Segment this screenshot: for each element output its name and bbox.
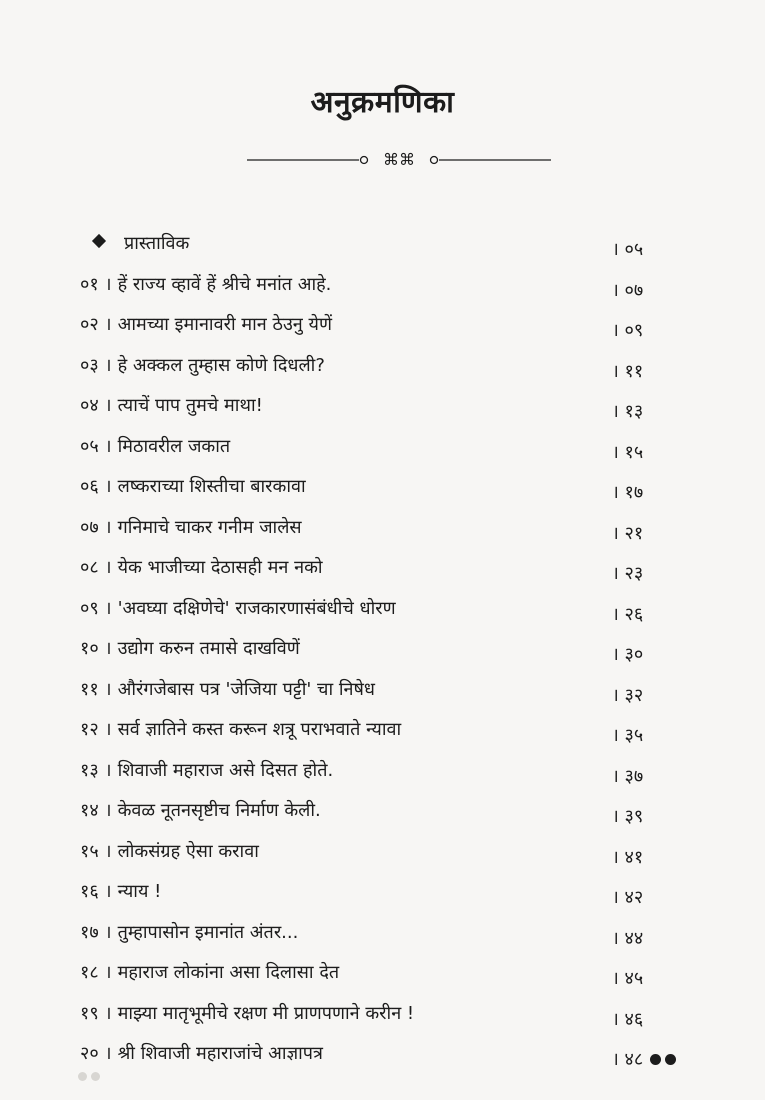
- toc-page-number: । ३७: [612, 765, 644, 787]
- toc-page-number: । १७: [612, 482, 644, 503]
- toc-entry-number: १२: [80, 719, 99, 740]
- toc-entry-number: ०८: [80, 557, 99, 578]
- toc-entry-title: [80, 595, 396, 623]
- toc-entry-title: [80, 1000, 414, 1028]
- toc-entry-text: लोकसंग्रह ऐसा करावा: [117, 840, 259, 862]
- toc-entry-text: माझ्या मातृभूमीचे रक्षण मी प्राणपणाने करीन !: [117, 1002, 415, 1024]
- toc-entry-title: [80, 352, 325, 380]
- toc-page-number: । ४२: [612, 887, 644, 908]
- toc-entry: [80, 757, 690, 798]
- toc-page-number: । ३०: [612, 644, 644, 665]
- faint-dot: [91, 1072, 100, 1081]
- toc-page-number: । ११: [612, 360, 644, 382]
- toc-entry: [80, 635, 690, 676]
- toc-entry-title: [80, 1040, 323, 1068]
- toc-entry: [80, 919, 690, 960]
- toc-entry-number: १६: [80, 881, 99, 902]
- toc-entry: [80, 1040, 690, 1081]
- toc-entry-text: हे अक्कल तुम्हास कोणे दिधली?: [117, 354, 325, 376]
- toc-page-number: । ०९: [612, 320, 644, 341]
- toc-entry-title: [80, 230, 189, 258]
- toc-separator: ।: [104, 314, 112, 335]
- diamond-bullet-icon: [92, 234, 106, 248]
- toc-separator: ।: [104, 678, 112, 700]
- toc-separator: ।: [104, 962, 112, 983]
- toc-separator: ।: [104, 597, 112, 619]
- toc-page-number: । १५: [612, 441, 644, 463]
- toc-separator: ।: [104, 516, 112, 538]
- toc-entry: [80, 473, 690, 514]
- toc-entry-number: ११: [80, 678, 99, 700]
- toc-page-number: । १३: [612, 401, 644, 422]
- page-footer-ornament: [650, 1050, 680, 1069]
- table-of-contents: [80, 230, 690, 1081]
- toc-entry-number: १७: [80, 921, 99, 943]
- toc-entry: [80, 838, 690, 879]
- toc-entry-text: औरंगजेबास पत्र 'जेजिया पट्टी' चा निषेध: [117, 678, 375, 700]
- toc-separator: ।: [104, 1002, 112, 1024]
- toc-page-number: । ०५: [612, 239, 644, 260]
- toc-entry-title: [80, 635, 300, 663]
- toc-entry-number: १८: [80, 962, 99, 983]
- toc-entry-text: गनिमाचे चाकर गनीम जालेस: [117, 516, 302, 538]
- toc-entry-title: [80, 959, 339, 987]
- toc-entry-number: २०: [80, 1043, 99, 1064]
- svg-text:⌘⌘: ⌘⌘: [383, 150, 415, 169]
- toc-entry-text: येक भाजीच्या देठासही मन नको: [117, 557, 323, 578]
- toc-separator: ।: [104, 719, 112, 740]
- toc-separator: ।: [104, 921, 112, 943]
- toc-entry: [80, 311, 690, 352]
- toc-entry-number: १३: [80, 759, 99, 781]
- toc-entry-text: आमच्या इमानावरी मान ठेउनु येणें: [117, 314, 332, 335]
- toc-entry-title: [80, 716, 401, 744]
- toc-entry: [80, 554, 690, 595]
- toc-entry: [80, 959, 690, 1000]
- toc-entry: [80, 230, 690, 271]
- toc-entry-number: ०९: [80, 597, 99, 619]
- faint-page-marks: [78, 1066, 104, 1085]
- toc-entry-title: [80, 554, 323, 582]
- toc-entry-number: ०६: [80, 476, 99, 497]
- toc-entry-title: [80, 797, 321, 825]
- faint-dot: [78, 1072, 87, 1081]
- toc-separator: ।: [104, 638, 112, 659]
- toc-entry: [80, 514, 690, 555]
- footer-dot: [665, 1054, 676, 1065]
- toc-entry-text: सर्व ज्ञातिने कस्त करून शत्रू पराभवाते न्यावा: [117, 719, 402, 740]
- toc-entry-title: [80, 919, 298, 947]
- toc-entry-title: [80, 514, 302, 542]
- toc-entry: [80, 392, 690, 433]
- toc-entry-text: तुम्हापासोन इमानांत अंतर...: [117, 921, 299, 943]
- toc-entry: [80, 433, 690, 474]
- toc-entry: [80, 878, 690, 919]
- toc-entry-text: मिठावरील जकात: [117, 435, 231, 457]
- toc-page-number: । ३९: [612, 806, 644, 827]
- footer-dot: [650, 1054, 661, 1065]
- toc-entry-title: [80, 392, 263, 420]
- toc-page-number: । ३५: [612, 725, 644, 746]
- toc-entry: [80, 595, 690, 636]
- toc-entry: [80, 352, 690, 393]
- toc-separator: ।: [104, 881, 112, 902]
- toc-entry-number: ०२: [80, 314, 99, 335]
- toc-entry-title: [80, 838, 259, 866]
- toc-entry-number: १०: [80, 638, 99, 659]
- toc-separator: ।: [104, 476, 112, 497]
- toc-entry-title: [80, 878, 161, 906]
- toc-page-number: । ४४: [612, 927, 644, 949]
- toc-page-number: । ४८: [612, 1049, 644, 1070]
- title-ornament: [247, 150, 551, 170]
- toc-page-number: । २३: [612, 563, 644, 584]
- toc-separator: ।: [104, 800, 112, 821]
- toc-separator: ।: [104, 1043, 112, 1064]
- toc-entry-text: न्याय !: [117, 881, 162, 902]
- toc-entry-title: [80, 676, 375, 704]
- toc-entry-text: त्याचें पाप तुमचे माथा!: [117, 395, 263, 416]
- toc-entry-text: उद्योग करुन तमासे दाखविणें: [117, 638, 300, 659]
- toc-entry-number: १९: [80, 1002, 99, 1024]
- toc-separator: ।: [104, 354, 112, 376]
- toc-entry-title: [80, 473, 306, 501]
- toc-entry-title: [80, 311, 332, 339]
- toc-page-number: । २१: [612, 522, 644, 544]
- toc-entry-text: श्री शिवाजी महाराजांचे आज्ञापत्र: [117, 1043, 323, 1064]
- toc-entry-text: लष्कराच्या शिस्तीचा बारकावा: [117, 476, 306, 497]
- toc-separator: ।: [104, 273, 112, 295]
- toc-entry-number: ०५: [80, 435, 99, 457]
- toc-entry-number: १५: [80, 840, 99, 862]
- toc-separator: ।: [104, 759, 112, 781]
- toc-entry-number: ०३: [80, 354, 99, 376]
- toc-entry: [80, 271, 690, 312]
- toc-entry-title: [80, 271, 331, 299]
- toc-page-number: । ३२: [612, 684, 644, 706]
- toc-separator: ।: [104, 435, 112, 457]
- toc-entry-text: हें राज्य व्हावें हें श्रीचे मनांत आहे.: [117, 273, 332, 295]
- toc-entry-text: महाराज लोकांना असा दिलासा देत: [117, 962, 340, 983]
- toc-page-number: । ४५: [612, 968, 644, 989]
- toc-separator: ।: [104, 840, 112, 862]
- toc-entry: [80, 797, 690, 838]
- toc-separator: ।: [104, 557, 112, 578]
- toc-entry-text: केवळ नूतनसृष्टीच निर्माण केली.: [117, 800, 321, 821]
- toc-page-number: । ४१: [612, 846, 644, 868]
- toc-entry-text: शिवाजी महाराज असे दिसत होते.: [117, 759, 334, 781]
- toc-page-number: । २६: [612, 603, 644, 625]
- toc-entry-number: ०४: [80, 395, 99, 416]
- toc-entry: [80, 716, 690, 757]
- toc-separator: ।: [104, 395, 112, 416]
- toc-entry-text: प्रास्ताविक: [124, 233, 190, 254]
- toc-entry-title: [80, 433, 230, 461]
- toc-entry: [80, 1000, 690, 1041]
- toc-entry-number: ०७: [80, 516, 99, 538]
- page-title: अनुक्रमणिका: [310, 85, 455, 120]
- toc-page-number: । ४६: [612, 1008, 644, 1030]
- toc-entry-number: १४: [80, 800, 99, 821]
- toc-entry: [80, 676, 690, 717]
- toc-entry-title: [80, 757, 333, 785]
- toc-entry-number: ०१: [80, 273, 99, 295]
- toc-page-number: । ०७: [612, 279, 644, 301]
- toc-entry-text: 'अवघ्या दक्षिणेचे' राजकारणासंबंधीचे धोरण: [117, 597, 396, 619]
